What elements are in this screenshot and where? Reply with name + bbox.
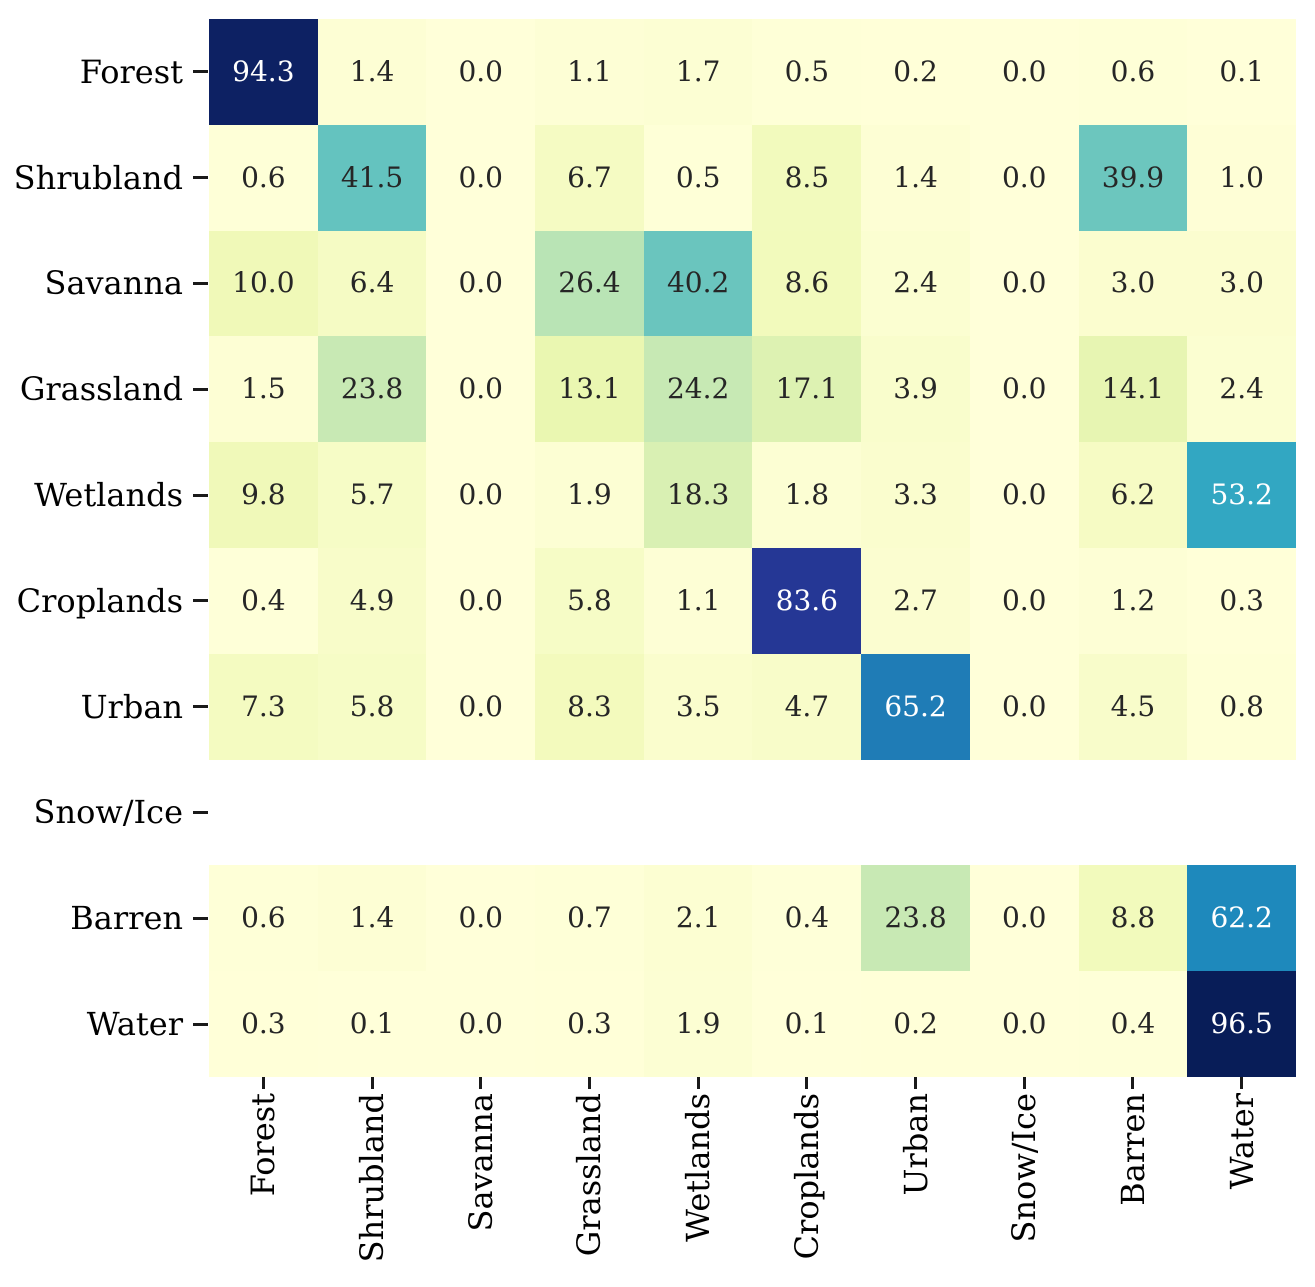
heatmap-cell: 39.9 [1079, 125, 1188, 231]
heatmap-cell: 0.0 [970, 336, 1079, 442]
heatmap-cell: 1.4 [861, 125, 970, 231]
heatmap-cell: 8.6 [752, 231, 861, 337]
heatmap-cell [644, 760, 753, 866]
y-tick-label: Grassland [19, 370, 183, 409]
x-tick-label: Savanna [461, 1093, 500, 1232]
y-tick-label: Barren [70, 899, 183, 938]
heatmap-cell: 0.6 [209, 865, 318, 971]
y-tick-mark [193, 811, 208, 814]
y-tick-mark [193, 494, 208, 497]
heatmap-cell: 0.0 [426, 125, 535, 231]
heatmap-cell: 0.4 [752, 865, 861, 971]
heatmap-cell: 1.1 [644, 548, 753, 654]
heatmap-cell: 0.6 [1079, 19, 1188, 125]
heatmap-cell [1187, 760, 1296, 866]
heatmap-cell [752, 760, 861, 866]
heatmap-cell: 5.8 [318, 654, 427, 760]
y-tick-mark [193, 282, 208, 285]
heatmap-cell: 1.8 [752, 442, 861, 548]
y-tick-mark [193, 705, 208, 708]
heatmap-cell: 0.0 [970, 654, 1079, 760]
heatmap-cell: 1.2 [1079, 548, 1188, 654]
x-tick-mark [914, 1077, 917, 1089]
heatmap-cell [209, 760, 318, 866]
x-tick-mark [697, 1077, 700, 1089]
heatmap-cell: 0.4 [1079, 971, 1188, 1077]
heatmap-cell: 4.7 [752, 654, 861, 760]
heatmap-cell: 94.3 [209, 19, 318, 125]
y-tick-mark [193, 388, 208, 391]
heatmap-cell: 8.3 [535, 654, 644, 760]
heatmap-cell: 65.2 [861, 654, 970, 760]
heatmap-cell: 0.0 [426, 654, 535, 760]
x-tick-mark [479, 1077, 482, 1089]
y-axis-labels [0, 19, 183, 1077]
y-tick-label: Water [86, 1005, 183, 1044]
heatmap-cell [535, 760, 644, 866]
x-tick-label: Barren [1113, 1093, 1152, 1206]
x-tick-label: Grassland [570, 1093, 609, 1257]
y-tick-mark [193, 599, 208, 602]
heatmap-cell: 3.5 [644, 654, 753, 760]
heatmap-cell [970, 760, 1079, 866]
heatmap-cell: 5.7 [318, 442, 427, 548]
heatmap-cell: 4.5 [1079, 654, 1188, 760]
heatmap-cell: 53.2 [1187, 442, 1296, 548]
heatmap-cell: 0.0 [970, 231, 1079, 337]
heatmap-cell: 0.0 [970, 19, 1079, 125]
heatmap-cell: 17.1 [752, 336, 861, 442]
heatmap-cell [1079, 760, 1188, 866]
heatmap-cell: 1.5 [209, 336, 318, 442]
x-tick-mark [262, 1077, 265, 1089]
heatmap-cell: 3.0 [1079, 231, 1188, 337]
heatmap-cell: 0.6 [209, 125, 318, 231]
heatmap-cell: 1.1 [535, 19, 644, 125]
heatmap-cell: 18.3 [644, 442, 753, 548]
heatmap-cell: 7.3 [209, 654, 318, 760]
heatmap-cell: 0.4 [209, 548, 318, 654]
heatmap-cell: 0.0 [426, 19, 535, 125]
heatmap-cell: 0.0 [426, 336, 535, 442]
heatmap-cell: 5.8 [535, 548, 644, 654]
heatmap-cell: 0.0 [970, 125, 1079, 231]
heatmap-cell: 6.7 [535, 125, 644, 231]
y-tick-mark [193, 70, 208, 73]
heatmap-cell: 8.5 [752, 125, 861, 231]
heatmap-cell: 0.5 [644, 125, 753, 231]
x-tick-label: Water [1222, 1093, 1261, 1190]
heatmap-cell: 0.0 [970, 442, 1079, 548]
heatmap-cell: 0.0 [426, 865, 535, 971]
heatmap-cell: 0.2 [861, 19, 970, 125]
heatmap-cell: 1.0 [1187, 125, 1296, 231]
heatmap-cell: 0.1 [318, 971, 427, 1077]
x-tick-mark [371, 1077, 374, 1089]
heatmap-cell: 0.2 [861, 971, 970, 1077]
y-tick-label: Snow/Ice [33, 793, 183, 832]
heatmap-cell: 24.2 [644, 336, 753, 442]
heatmap-cell: 0.8 [1187, 654, 1296, 760]
x-tick-label: Snow/Ice [1005, 1093, 1044, 1243]
y-tick-mark [193, 176, 208, 179]
x-tick-label: Wetlands [679, 1093, 718, 1242]
heatmap-cell: 96.5 [1187, 971, 1296, 1077]
heatmap-cell: 0.0 [970, 548, 1079, 654]
heatmap-cell: 0.3 [1187, 548, 1296, 654]
heatmap-cell: 0.1 [752, 971, 861, 1077]
x-tick-mark [588, 1077, 591, 1089]
heatmap-cell: 0.0 [970, 971, 1079, 1077]
y-tick-mark [193, 917, 208, 920]
x-tick-label: Shrubland [353, 1093, 392, 1263]
heatmap-cell: 6.2 [1079, 442, 1188, 548]
heatmap-cell: 3.9 [861, 336, 970, 442]
heatmap-cell: 2.4 [1187, 336, 1296, 442]
heatmap-cell: 14.1 [1079, 336, 1188, 442]
heatmap-cell: 8.8 [1079, 865, 1188, 971]
heatmap-cell: 2.7 [861, 548, 970, 654]
x-tick-mark [1240, 1077, 1243, 1089]
heatmap-cell: 40.2 [644, 231, 753, 337]
heatmap-cell: 26.4 [535, 231, 644, 337]
heatmap-cell: 1.4 [318, 19, 427, 125]
heatmap-cell: 1.9 [535, 442, 644, 548]
heatmap-cell: 0.0 [426, 548, 535, 654]
heatmap-cell: 23.8 [318, 336, 427, 442]
x-tick-mark [1023, 1077, 1026, 1089]
heatmap-cell: 4.9 [318, 548, 427, 654]
heatmap-cell: 41.5 [318, 125, 427, 231]
heatmap-cell: 0.1 [1187, 19, 1296, 125]
heatmap-cell [861, 760, 970, 866]
y-tick-label: Wetlands [34, 476, 183, 515]
heatmap-cell: 23.8 [861, 865, 970, 971]
heatmap-cell: 62.2 [1187, 865, 1296, 971]
heatmap-cell: 13.1 [535, 336, 644, 442]
heatmap-cell [318, 760, 427, 866]
heatmap-cell: 1.4 [318, 865, 427, 971]
heatmap-cell [426, 760, 535, 866]
x-tick-label: Forest [244, 1093, 283, 1197]
y-tick-label: Forest [79, 52, 183, 91]
heatmap-cell: 3.0 [1187, 231, 1296, 337]
heatmap-cell: 9.8 [209, 442, 318, 548]
heatmap-cell: 2.1 [644, 865, 753, 971]
y-tick-label: Shrubland [13, 158, 183, 197]
heatmap-cell: 0.7 [535, 865, 644, 971]
heatmap-cell: 0.3 [535, 971, 644, 1077]
heatmap-grid [209, 19, 1296, 1077]
x-tick-mark [1131, 1077, 1134, 1089]
heatmap-cell: 3.3 [861, 442, 970, 548]
y-tick-label: Savanna [44, 264, 183, 303]
x-tick-mark [805, 1077, 808, 1089]
heatmap-cell: 10.0 [209, 231, 318, 337]
heatmap-cell: 0.0 [426, 442, 535, 548]
y-tick-mark [193, 1023, 208, 1026]
heatmap-cell: 83.6 [752, 548, 861, 654]
x-tick-label: Urban [896, 1093, 935, 1196]
x-tick-label: Croplands [787, 1093, 826, 1260]
heatmap-cell: 0.0 [426, 231, 535, 337]
heatmap-cell: 0.5 [752, 19, 861, 125]
y-tick-label: Urban [80, 687, 183, 726]
heatmap-cell: 1.9 [644, 971, 753, 1077]
heatmap-cell: 1.7 [644, 19, 753, 125]
y-tick-label: Croplands [16, 581, 183, 620]
heatmap-cell: 2.4 [861, 231, 970, 337]
heatmap-cell: 6.4 [318, 231, 427, 337]
heatmap-cell: 0.0 [426, 971, 535, 1077]
heatmap-cell: 0.0 [970, 865, 1079, 971]
heatmap-cell: 0.3 [209, 971, 318, 1077]
